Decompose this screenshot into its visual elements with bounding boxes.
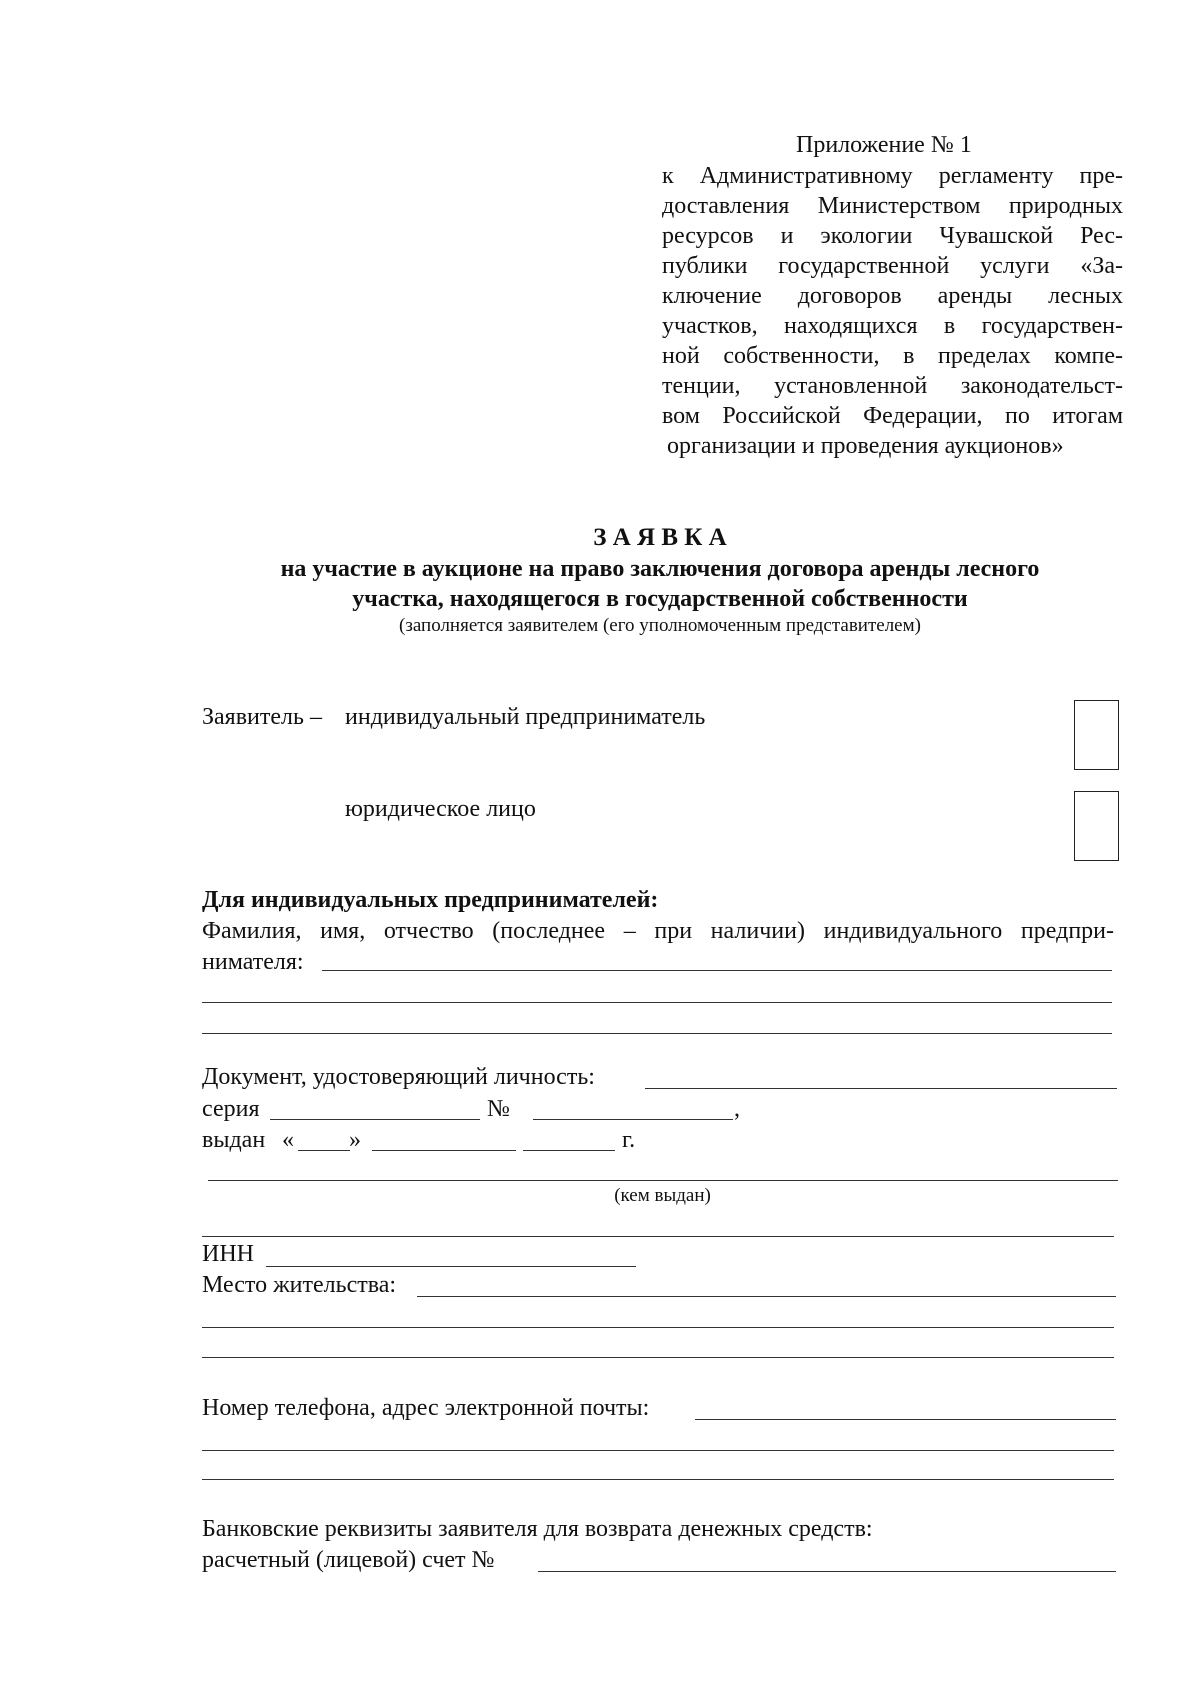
issued-month-field[interactable] xyxy=(372,1150,516,1151)
section-title: Для индивидуальных предпринимателей: xyxy=(202,887,659,913)
issued-by-caption: (кем выдан) xyxy=(614,1185,711,1206)
option-legal-label: юридическое лицо xyxy=(345,796,536,822)
contacts-field-line[interactable] xyxy=(202,1450,1114,1451)
number-label: № xyxy=(487,1096,510,1122)
residence-field-line[interactable] xyxy=(202,1327,1114,1328)
contacts-field[interactable] xyxy=(695,1419,1116,1420)
quote-close: » xyxy=(349,1127,361,1153)
series-field[interactable] xyxy=(270,1119,480,1120)
annex-line: ресурсов и экологии Чувашской Рес- xyxy=(662,223,1123,249)
residence-label: Место жительства: xyxy=(202,1272,397,1298)
account-label: расчетный (лицевой) счет № xyxy=(202,1547,495,1573)
comma: , xyxy=(734,1096,740,1122)
fio-label: Фамилия, имя, отчество (последнее – при наличии) индивидуального предпри- xyxy=(202,918,1114,944)
annex-line: вом Российской Федерации, по итогам xyxy=(662,403,1123,429)
bank-label: Банковские реквизиты заявителя для возврата денежных средств: xyxy=(202,1516,873,1542)
annex-line: публики государственной услуги «За- xyxy=(662,253,1123,279)
application-subtitle: участка, находящегося в государственной собственности xyxy=(352,586,968,612)
application-title: З А Я В К А xyxy=(593,524,727,551)
fio-label-cont: нимателя: xyxy=(202,949,304,975)
annex-line: ключение договоров аренды лесных xyxy=(662,283,1123,309)
quote-open: « xyxy=(282,1127,294,1153)
application-subtitle: на участие в аукционе на право заключения договора аренды лесного xyxy=(280,556,1040,582)
annex-line: участков, находящихся в государствен- xyxy=(662,313,1123,339)
number-field[interactable] xyxy=(533,1119,733,1120)
issued-by-field[interactable] xyxy=(208,1180,1118,1181)
annex-last-line: организации и проведения аукционов» xyxy=(667,433,1064,459)
inn-label: ИНН xyxy=(202,1241,254,1267)
applicant-label: Заявитель – xyxy=(202,704,322,730)
residence-field-line[interactable] xyxy=(202,1357,1114,1358)
annex-line: доставления Министерством природных xyxy=(662,193,1123,219)
contacts-label: Номер телефона, адрес электронной почты: xyxy=(202,1395,650,1421)
issued-year-field[interactable] xyxy=(523,1150,615,1151)
fio-field[interactable] xyxy=(322,970,1112,971)
issued-day-field[interactable] xyxy=(298,1150,350,1151)
fio-field-line[interactable] xyxy=(202,1033,1112,1034)
fio-field-line[interactable] xyxy=(202,1002,1112,1003)
annex-title: Приложение № 1 xyxy=(796,132,972,158)
residence-field[interactable] xyxy=(417,1296,1116,1297)
option-individual-label: индивидуальный предприниматель xyxy=(345,704,706,730)
annex-line: ной собственности, в пределах компе- xyxy=(662,343,1123,369)
series-label: серия xyxy=(202,1096,260,1122)
legal-entity-checkbox[interactable] xyxy=(1074,791,1119,861)
id-doc-field[interactable] xyxy=(645,1088,1117,1089)
contacts-field-line[interactable] xyxy=(202,1479,1114,1480)
issued-label: выдан xyxy=(202,1127,266,1153)
application-note: (заполняется заявителем (его уполномоченным представителем) xyxy=(399,615,921,636)
year-suffix: г. xyxy=(622,1127,636,1153)
issued-by-field-line[interactable] xyxy=(202,1236,1114,1237)
individual-checkbox[interactable] xyxy=(1074,700,1119,770)
inn-field[interactable] xyxy=(266,1266,636,1267)
id-doc-label: Документ, удостоверяющий личность: xyxy=(202,1064,595,1090)
annex-line: тенции, установленной законодательст- xyxy=(662,373,1123,399)
account-field[interactable] xyxy=(538,1571,1116,1572)
annex-line: к Административному регламенту пре- xyxy=(662,163,1123,189)
